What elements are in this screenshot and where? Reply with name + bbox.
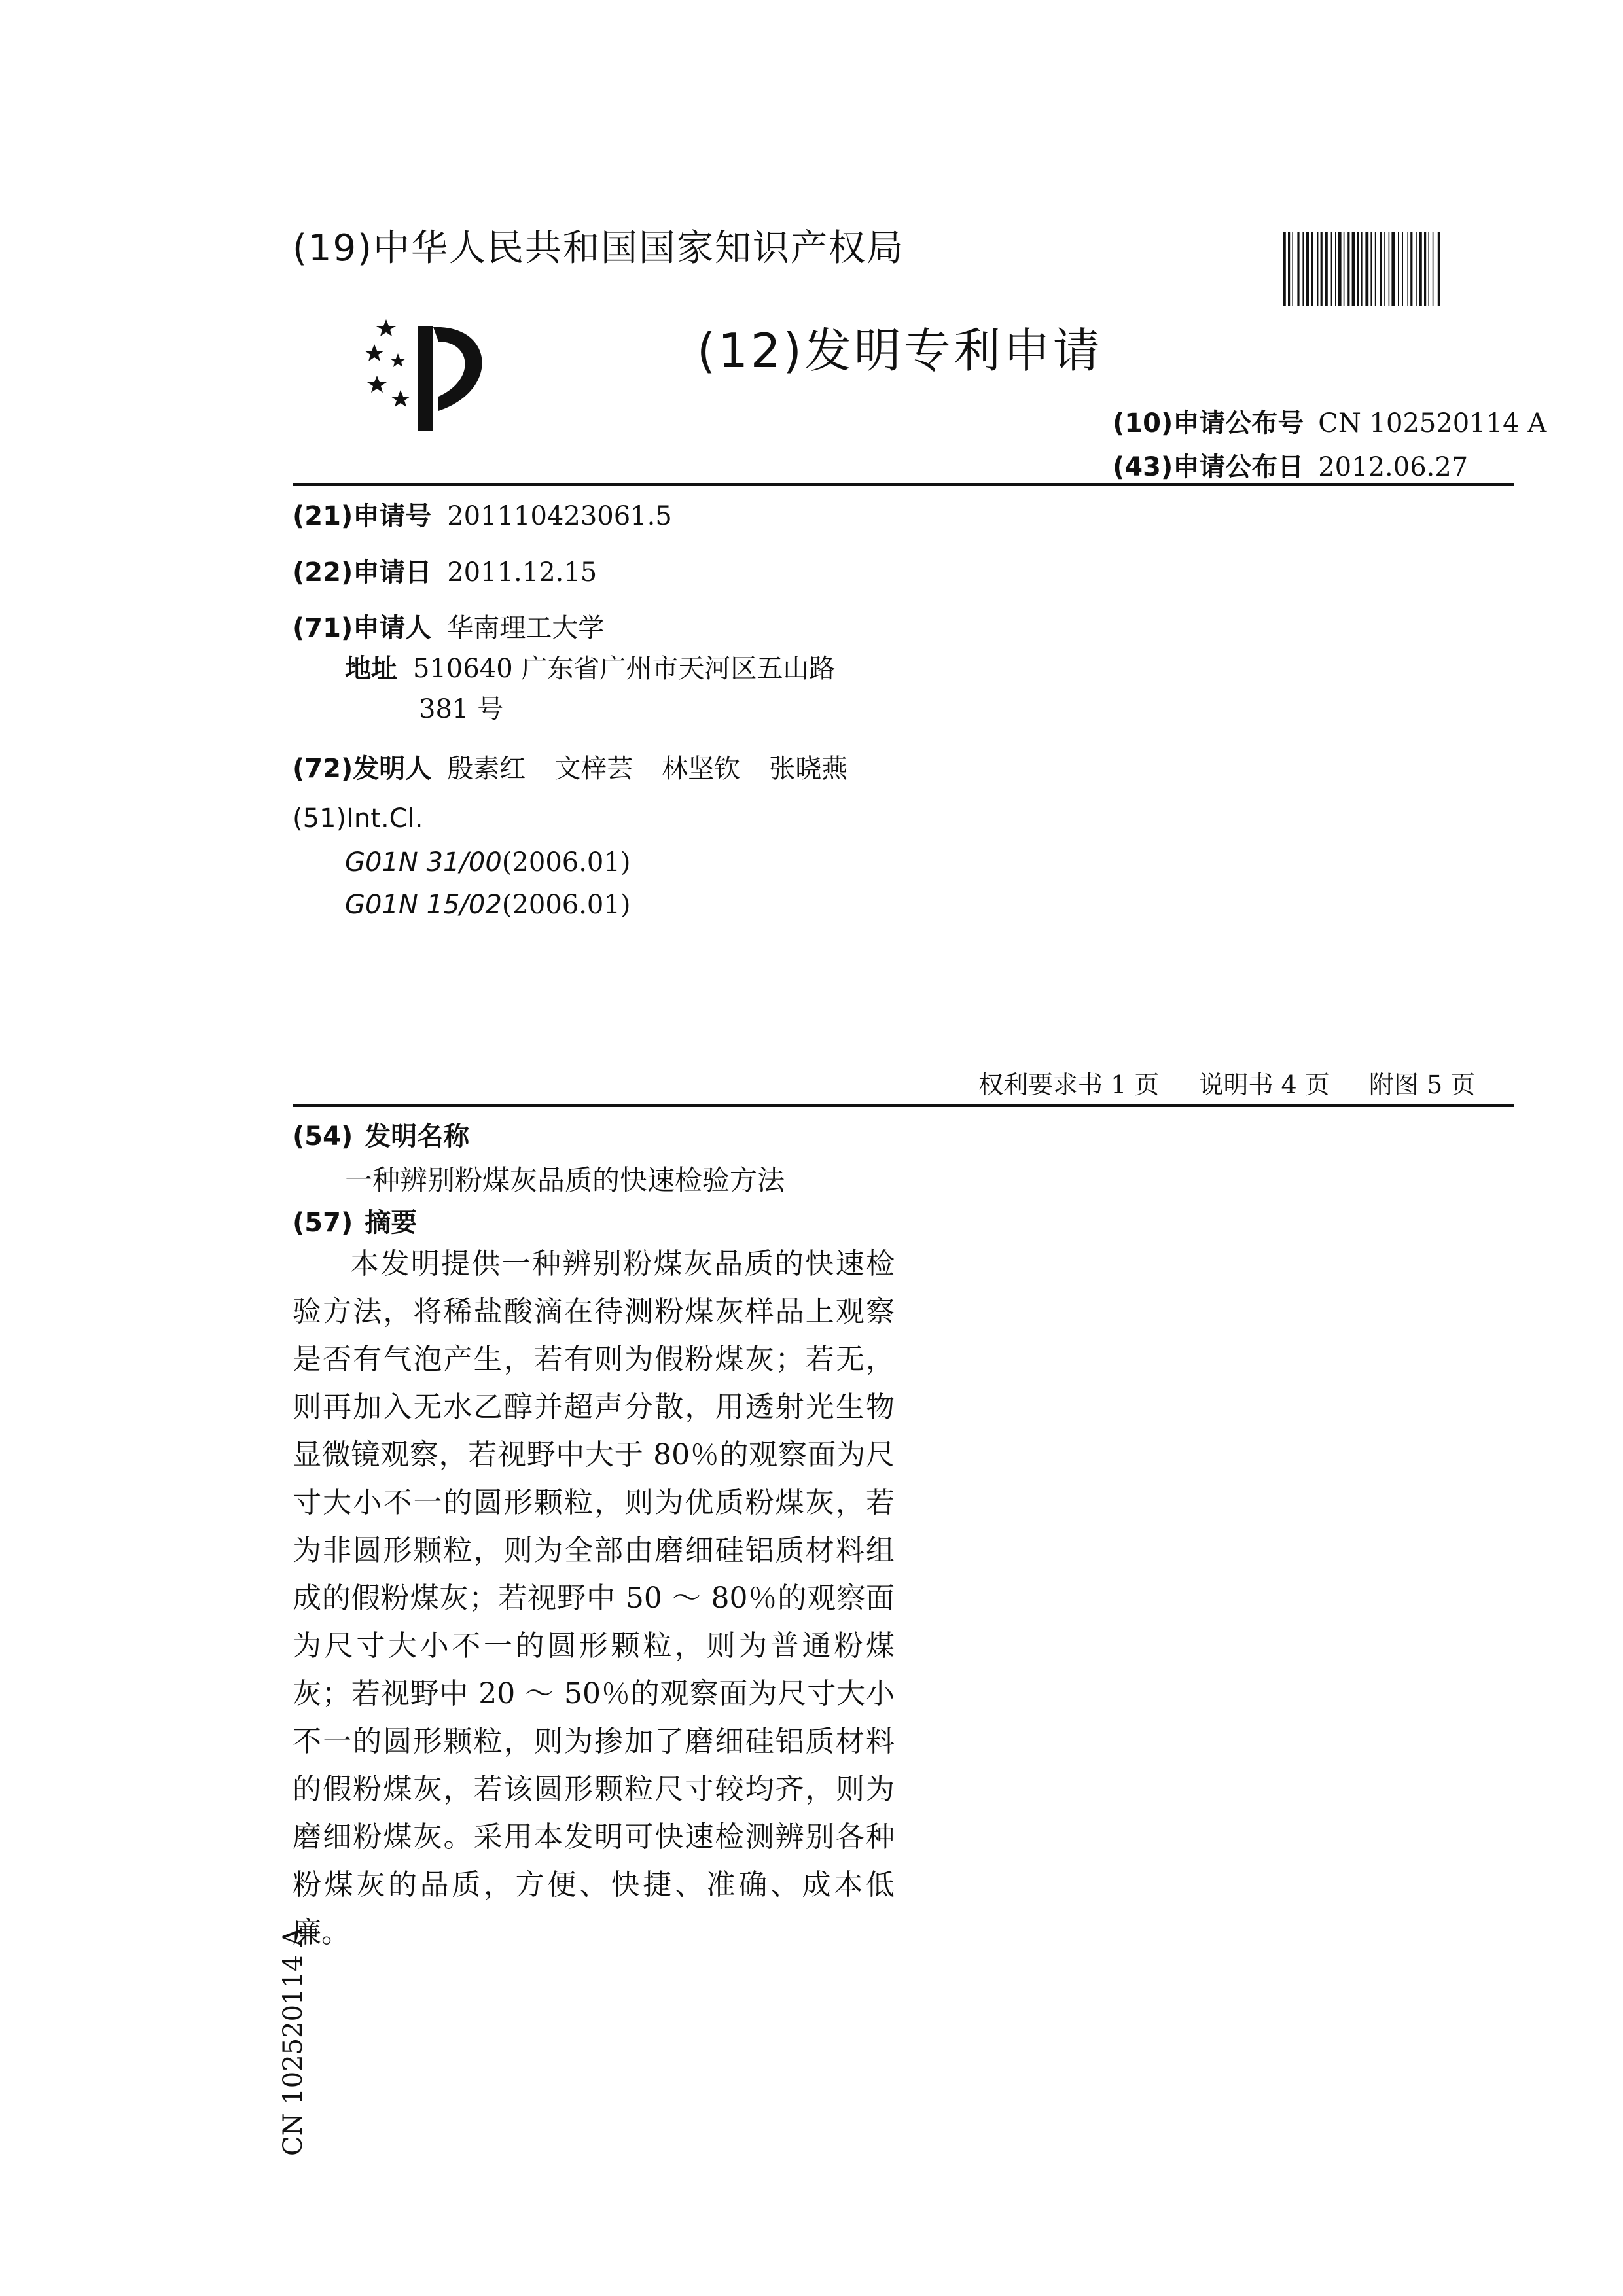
barcode-bar <box>1317 232 1319 306</box>
barcode-bar <box>1311 232 1313 306</box>
barcode-bar <box>1407 232 1408 306</box>
inventor-name: 张晓燕 <box>769 754 848 784</box>
applicant-value: 华南理工大学 <box>447 613 605 643</box>
description-pages: 说明书 4 页 <box>1198 1070 1330 1099</box>
application-date-label: (22)申请日 <box>293 557 432 588</box>
barcode-bar <box>1433 232 1434 306</box>
barcode-bar <box>1292 232 1293 306</box>
barcode-bar <box>1380 232 1382 306</box>
header-rule <box>293 483 1514 486</box>
barcode-bar <box>1288 232 1290 306</box>
cnipa-logo <box>360 313 510 437</box>
application-number-value: 201110423061.5 <box>447 501 672 531</box>
application-date-row <box>293 552 597 589</box>
logo-star <box>376 319 396 336</box>
publication-number-row <box>1113 402 1546 440</box>
drawings-pages: 附图 5 页 <box>1368 1070 1476 1099</box>
barcode-bar <box>1302 232 1304 306</box>
barcode-bar <box>1331 232 1332 306</box>
inventor-row <box>293 748 847 785</box>
barcode-bar <box>1384 232 1385 306</box>
application-date-value: 2011.12.15 <box>447 557 597 588</box>
barcode-bar <box>1347 232 1349 306</box>
logo-star <box>390 353 406 367</box>
barcode-bar <box>1357 232 1359 306</box>
address-line-1: 510640 广东省广州市天河区五山路 <box>413 654 836 684</box>
inventor-label: (72)发明人 <box>293 754 432 784</box>
summary-rule <box>293 1104 1514 1107</box>
barcode-bar <box>1375 232 1376 306</box>
publication-date-value: 2012.06.27 <box>1318 452 1469 482</box>
barcode-bar <box>1365 232 1368 306</box>
barcode-bar <box>1306 232 1309 306</box>
classification-code: G01N 15/02 <box>345 890 502 920</box>
barcode-bar <box>1391 232 1395 306</box>
barcode-bar <box>1410 232 1412 306</box>
barcode-bar <box>1398 232 1399 306</box>
classification-version: (2006.01) <box>501 847 631 877</box>
barcode-bar <box>1416 232 1417 306</box>
barcode-bar <box>1335 232 1336 306</box>
barcode-bar <box>1297 232 1299 306</box>
barcode <box>1283 232 1525 306</box>
doc-kind-code: (12) <box>697 323 804 378</box>
inventor-name: 文梓芸 <box>554 754 633 784</box>
address-label: 地址 <box>345 654 397 684</box>
logo-p-shape <box>418 326 433 431</box>
barcode-bar <box>1344 232 1345 306</box>
abstract-label: (57) 摘要 <box>293 1208 418 1238</box>
logo-star <box>365 344 384 361</box>
application-number-row <box>293 495 672 533</box>
office-title <box>293 219 904 272</box>
barcode-bar <box>1389 232 1390 306</box>
barcode-bar <box>1424 232 1426 306</box>
publication-number-label: (10)申请公布号 <box>1113 408 1304 438</box>
barcode-bar <box>1361 232 1363 306</box>
publication-number-value: CN 102520114 A <box>1318 408 1547 438</box>
pages-summary <box>978 1065 1480 1101</box>
logo-p-curve <box>433 327 482 411</box>
barcode-bar <box>1370 232 1372 306</box>
inventor-name: 林坚钦 <box>662 754 741 784</box>
doc-kind-name: 发明专利申请 <box>804 323 1103 378</box>
application-number-label: (21)申请号 <box>293 501 432 531</box>
publication-date-label: (43)申请公布日 <box>1113 452 1304 482</box>
barcode-bar <box>1321 232 1323 306</box>
logo-star <box>367 376 387 393</box>
barcode-bar <box>1438 232 1440 306</box>
barcode-bar <box>1325 232 1328 306</box>
barcode-bar <box>1338 232 1342 306</box>
invention-title-label: (54) 发明名称 <box>293 1122 470 1152</box>
barcode-bar <box>1428 232 1429 306</box>
int-cl-row <box>293 804 438 834</box>
claims-pages: 权利要求书 1 页 <box>978 1070 1160 1099</box>
office-name: 中华人民共和国国家知识产权局 <box>372 227 904 270</box>
barcode-bar <box>1283 232 1286 306</box>
office-code: (19) <box>293 227 373 270</box>
barcode-bar <box>1419 232 1422 306</box>
side-publication-number: CN 102520114 A <box>278 1928 308 2156</box>
classification-version: (2006.01) <box>501 890 631 920</box>
classification-code: G01N 31/00 <box>345 847 502 877</box>
logo-star <box>391 390 410 407</box>
classification-row <box>345 890 630 920</box>
inventor-name: 殷素红 <box>447 754 526 784</box>
barcode-bar <box>1352 232 1355 306</box>
address-row <box>345 648 835 685</box>
invention-title-heading <box>293 1116 485 1153</box>
address-line-2: 381 号 <box>419 694 504 724</box>
int-cl-label: (51)Int.Cl. <box>293 804 423 834</box>
barcode-bar <box>1402 232 1403 306</box>
abstract-text: 本发明提供一种辨别粉煤灰品质的快速检验方法，将稀盐酸滴在待测粉煤灰样品上观察是否有气泡产生，若有则为假粉煤灰；若无，则再加入无水乙醇并超声分散，用透射光生物显微镜观察，若视野中大于 80％的观察面为尺寸大小不一的圆形颗粒，则为优质粉煤灰，若为非圆形颗粒，则为全部由磨细硅铝质材料组成的假粉煤灰；若视野中 50 ～ 80％的观察面为尺寸大小不一的圆形颗粒，则为普通粉煤灰；若视野中 20 ～ 50％的观察面为尺寸大小不一的圆形颗粒，则为掺加了磨细硅铝质材料的假粉煤灰，若该圆形颗粒尺寸较均齐，则为磨细粉煤灰。采用本发明可快速检测辨别各种粉煤灰的品质，方便、快捷、准确、成本低廉。 <box>293 1247 895 1949</box>
classification-row <box>345 847 630 877</box>
abstract-heading <box>293 1202 433 1239</box>
applicant-label: (71)申请人 <box>293 613 432 643</box>
invention-title: 一种辨别粉煤灰品质的快速检验方法 <box>345 1164 785 1196</box>
publication-date-row <box>1113 446 1468 484</box>
applicant-row <box>293 607 604 645</box>
document-kind <box>697 313 1103 381</box>
